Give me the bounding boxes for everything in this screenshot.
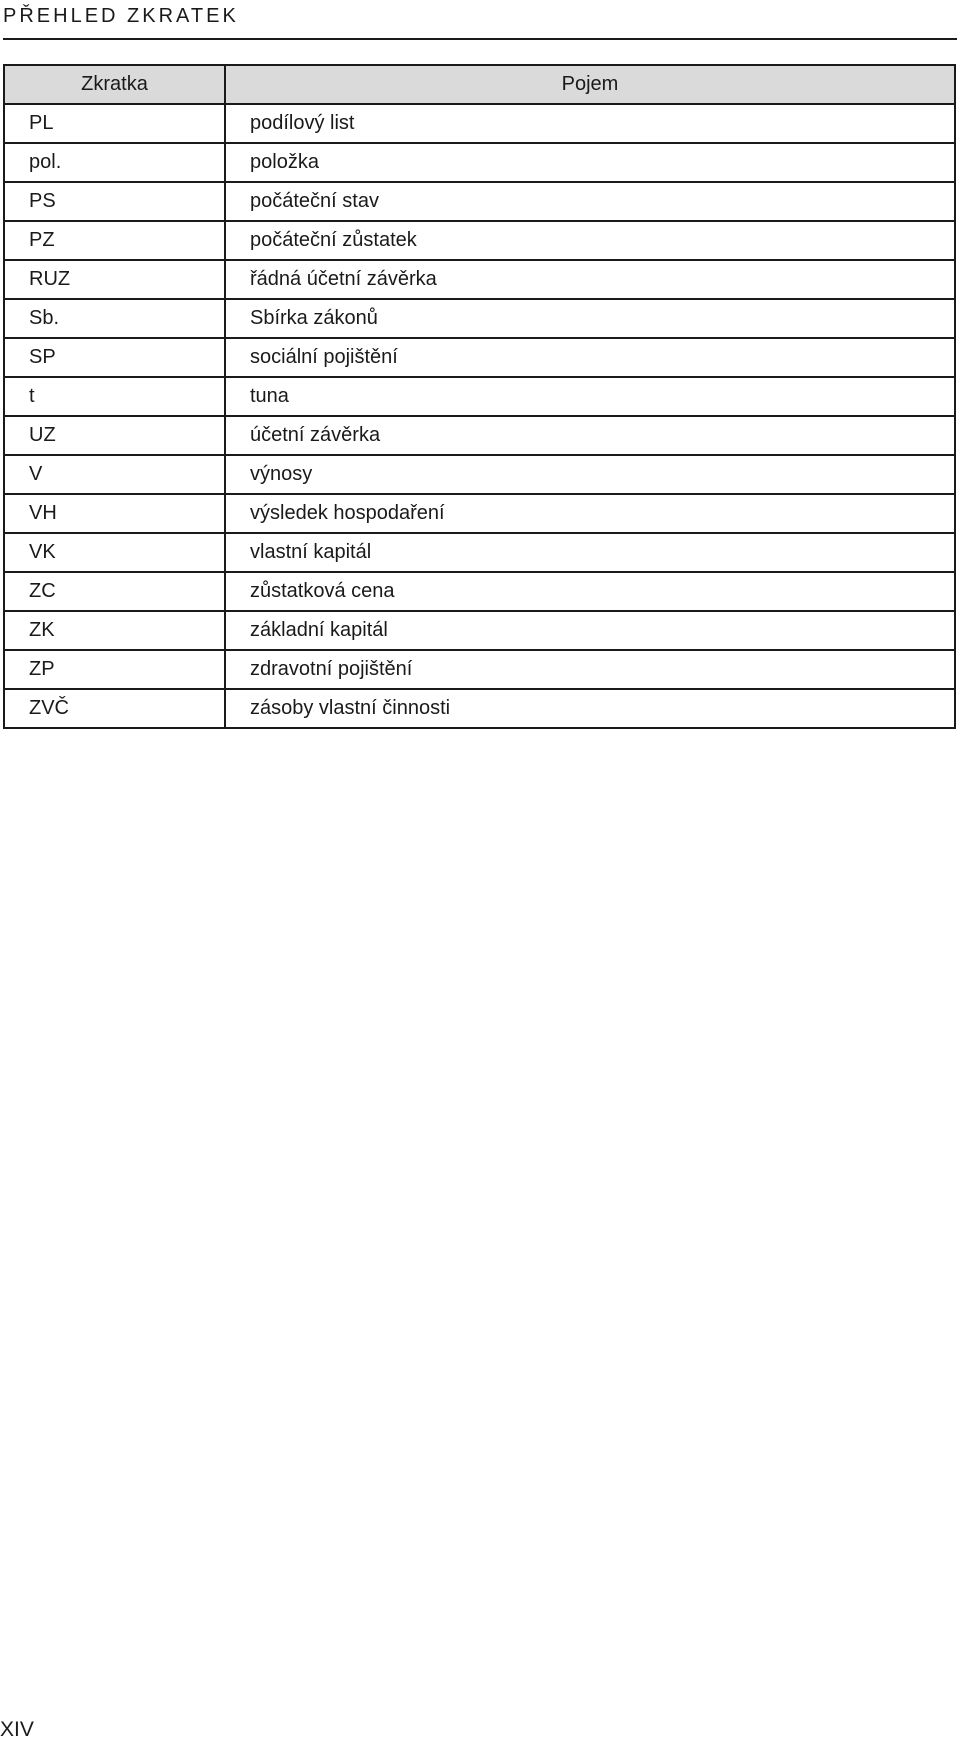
- term-cell: počáteční zůstatek: [225, 221, 955, 260]
- abbreviation-cell: PZ: [4, 221, 225, 260]
- column-header-abbreviation: Zkratka: [4, 65, 225, 104]
- table-row: [4, 104, 955, 143]
- term-cell: zůstatková cena: [225, 572, 955, 611]
- abbreviation-cell: ZP: [4, 650, 225, 689]
- abbreviation-cell: ZK: [4, 611, 225, 650]
- term-cell: počáteční stav: [225, 182, 955, 221]
- table-row: [4, 650, 955, 689]
- table-header-row: [4, 65, 955, 104]
- table-row: [4, 221, 955, 260]
- term-cell: vlastní kapitál: [225, 533, 955, 572]
- title-divider: [3, 38, 957, 40]
- table-row: [4, 455, 955, 494]
- abbreviation-cell: PL: [4, 104, 225, 143]
- abbreviation-cell: SP: [4, 338, 225, 377]
- table-row: [4, 611, 955, 650]
- abbreviation-cell: Sb.: [4, 299, 225, 338]
- abbreviation-cell: ZVČ: [4, 689, 225, 728]
- table-row: [4, 299, 955, 338]
- table-row: [4, 338, 955, 377]
- term-cell: položka: [225, 143, 955, 182]
- table-row: [4, 182, 955, 221]
- table-header: [4, 65, 955, 104]
- abbreviation-cell: UZ: [4, 416, 225, 455]
- term-cell: výsledek hospodaření: [225, 494, 955, 533]
- abbreviation-cell: PS: [4, 182, 225, 221]
- page-title: PŘEHLED ZKRATEK: [3, 5, 239, 27]
- table-row: [4, 260, 955, 299]
- abbreviation-cell: V: [4, 455, 225, 494]
- page-number: XIV: [0, 1718, 34, 1741]
- abbreviation-cell: RUZ: [4, 260, 225, 299]
- term-cell: podílový list: [225, 104, 955, 143]
- term-cell: výnosy: [225, 455, 955, 494]
- term-cell: sociální pojištění: [225, 338, 955, 377]
- table-body: [4, 104, 955, 728]
- table-row: [4, 494, 955, 533]
- abbreviations-table: [3, 64, 956, 729]
- table-row: [4, 143, 955, 182]
- term-cell: řádná účetní závěrka: [225, 260, 955, 299]
- term-cell: zásoby vlastní činnosti: [225, 689, 955, 728]
- table-row: [4, 689, 955, 728]
- abbreviation-cell: pol.: [4, 143, 225, 182]
- abbreviation-cell: VK: [4, 533, 225, 572]
- table-row: [4, 533, 955, 572]
- abbreviation-cell: VH: [4, 494, 225, 533]
- term-cell: základní kapitál: [225, 611, 955, 650]
- term-cell: tuna: [225, 377, 955, 416]
- term-cell: zdravotní pojištění: [225, 650, 955, 689]
- abbreviation-cell: ZC: [4, 572, 225, 611]
- column-header-term: Pojem: [225, 65, 955, 104]
- term-cell: účetní závěrka: [225, 416, 955, 455]
- table-row: [4, 572, 955, 611]
- term-cell: Sbírka zákonů: [225, 299, 955, 338]
- abbreviation-cell: t: [4, 377, 225, 416]
- table-row: [4, 377, 955, 416]
- table-row: [4, 416, 955, 455]
